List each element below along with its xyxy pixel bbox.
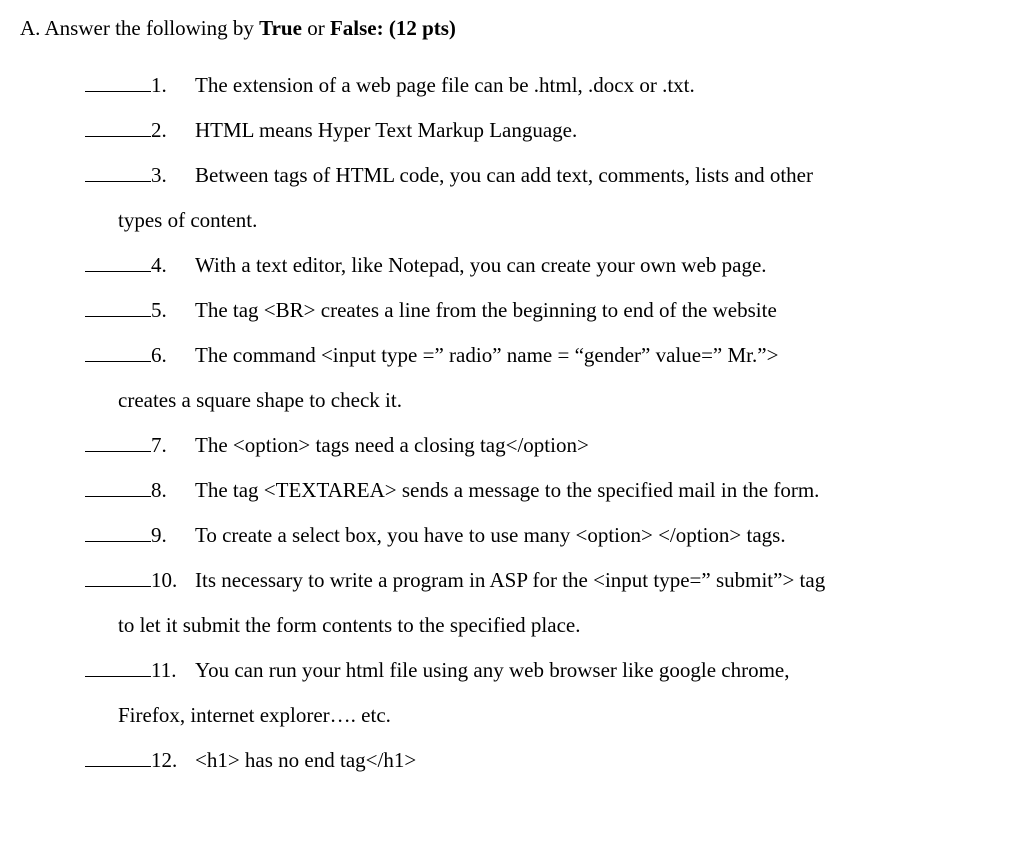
question-text: Between tags of HTML code, you can add text, comments, lists and other [195, 163, 813, 187]
answer-blank[interactable] [85, 566, 151, 587]
question-number: 11. [151, 658, 177, 682]
question-text: The <option> tags need a closing tag</option> [195, 433, 589, 457]
question-item [85, 250, 767, 280]
question-number: 7. [151, 433, 167, 457]
question-item [85, 70, 695, 100]
question-text: to let it submit the form contents to the specified place. [118, 613, 581, 637]
heading-or-word: or [301, 16, 330, 40]
question-text: The command <input type =” radio” name = “gender” value=” Mr.”> [195, 343, 779, 367]
answer-blank[interactable] [85, 341, 151, 362]
question-continuation [118, 610, 580, 640]
answer-blank[interactable] [85, 251, 151, 272]
question-text: You can run your html file using any web browser like google chrome, [195, 658, 790, 682]
question-text: types of content. [118, 208, 258, 232]
section-heading [20, 13, 456, 43]
answer-blank[interactable] [85, 476, 151, 497]
question-text: Firefox, internet explorer…. etc. [118, 703, 391, 727]
question-item [85, 565, 825, 595]
question-text: <h1> has no end tag</h1> [195, 748, 417, 772]
question-number: 1. [151, 73, 167, 97]
question-continuation [118, 700, 391, 730]
question-number: 2. [151, 118, 167, 142]
heading-prefix: A. Answer the following by [20, 16, 260, 40]
question-text: The tag <BR> creates a line from the beginning to end of the website [195, 298, 777, 322]
question-number: 12. [151, 748, 178, 772]
answer-blank[interactable] [85, 71, 151, 92]
question-text: creates a square shape to check it. [118, 388, 402, 412]
question-item [85, 475, 819, 505]
answer-blank[interactable] [85, 656, 151, 677]
question-item [85, 340, 778, 370]
question-text: With a text editor, like Notepad, you can create your own web page. [195, 253, 767, 277]
question-number: 10. [151, 568, 178, 592]
question-item [85, 115, 577, 145]
question-item [85, 430, 589, 460]
question-text: The tag <TEXTAREA> sends a message to the specified mail in the form. [195, 478, 820, 502]
question-number: 5. [151, 298, 167, 322]
answer-blank[interactable] [85, 296, 151, 317]
question-item [85, 160, 813, 190]
question-continuation [118, 205, 257, 235]
question-text: HTML means Hyper Text Markup Language. [195, 118, 578, 142]
answer-blank[interactable] [85, 116, 151, 137]
answer-blank[interactable] [85, 746, 151, 767]
question-number: 8. [151, 478, 167, 502]
question-item [85, 520, 786, 550]
heading-false-word: False: (12 pts) [329, 16, 456, 40]
answer-blank[interactable] [85, 431, 151, 452]
question-item [85, 655, 790, 685]
question-number: 3. [151, 163, 167, 187]
question-number: 4. [151, 253, 167, 277]
answer-blank[interactable] [85, 161, 151, 182]
question-continuation [118, 385, 402, 415]
question-text: Its necessary to write a program in ASP for the <input type=” submit”> tag [195, 568, 826, 592]
question-number: 9. [151, 523, 167, 547]
answer-blank[interactable] [85, 521, 151, 542]
question-item [85, 295, 777, 325]
question-item [85, 745, 416, 775]
heading-true-word: True [259, 16, 302, 40]
question-number: 6. [151, 343, 167, 367]
question-text: To create a select box, you have to use many <option> </option> tags. [195, 523, 786, 547]
question-text: The extension of a web page file can be .html, .docx or .txt. [195, 73, 695, 97]
